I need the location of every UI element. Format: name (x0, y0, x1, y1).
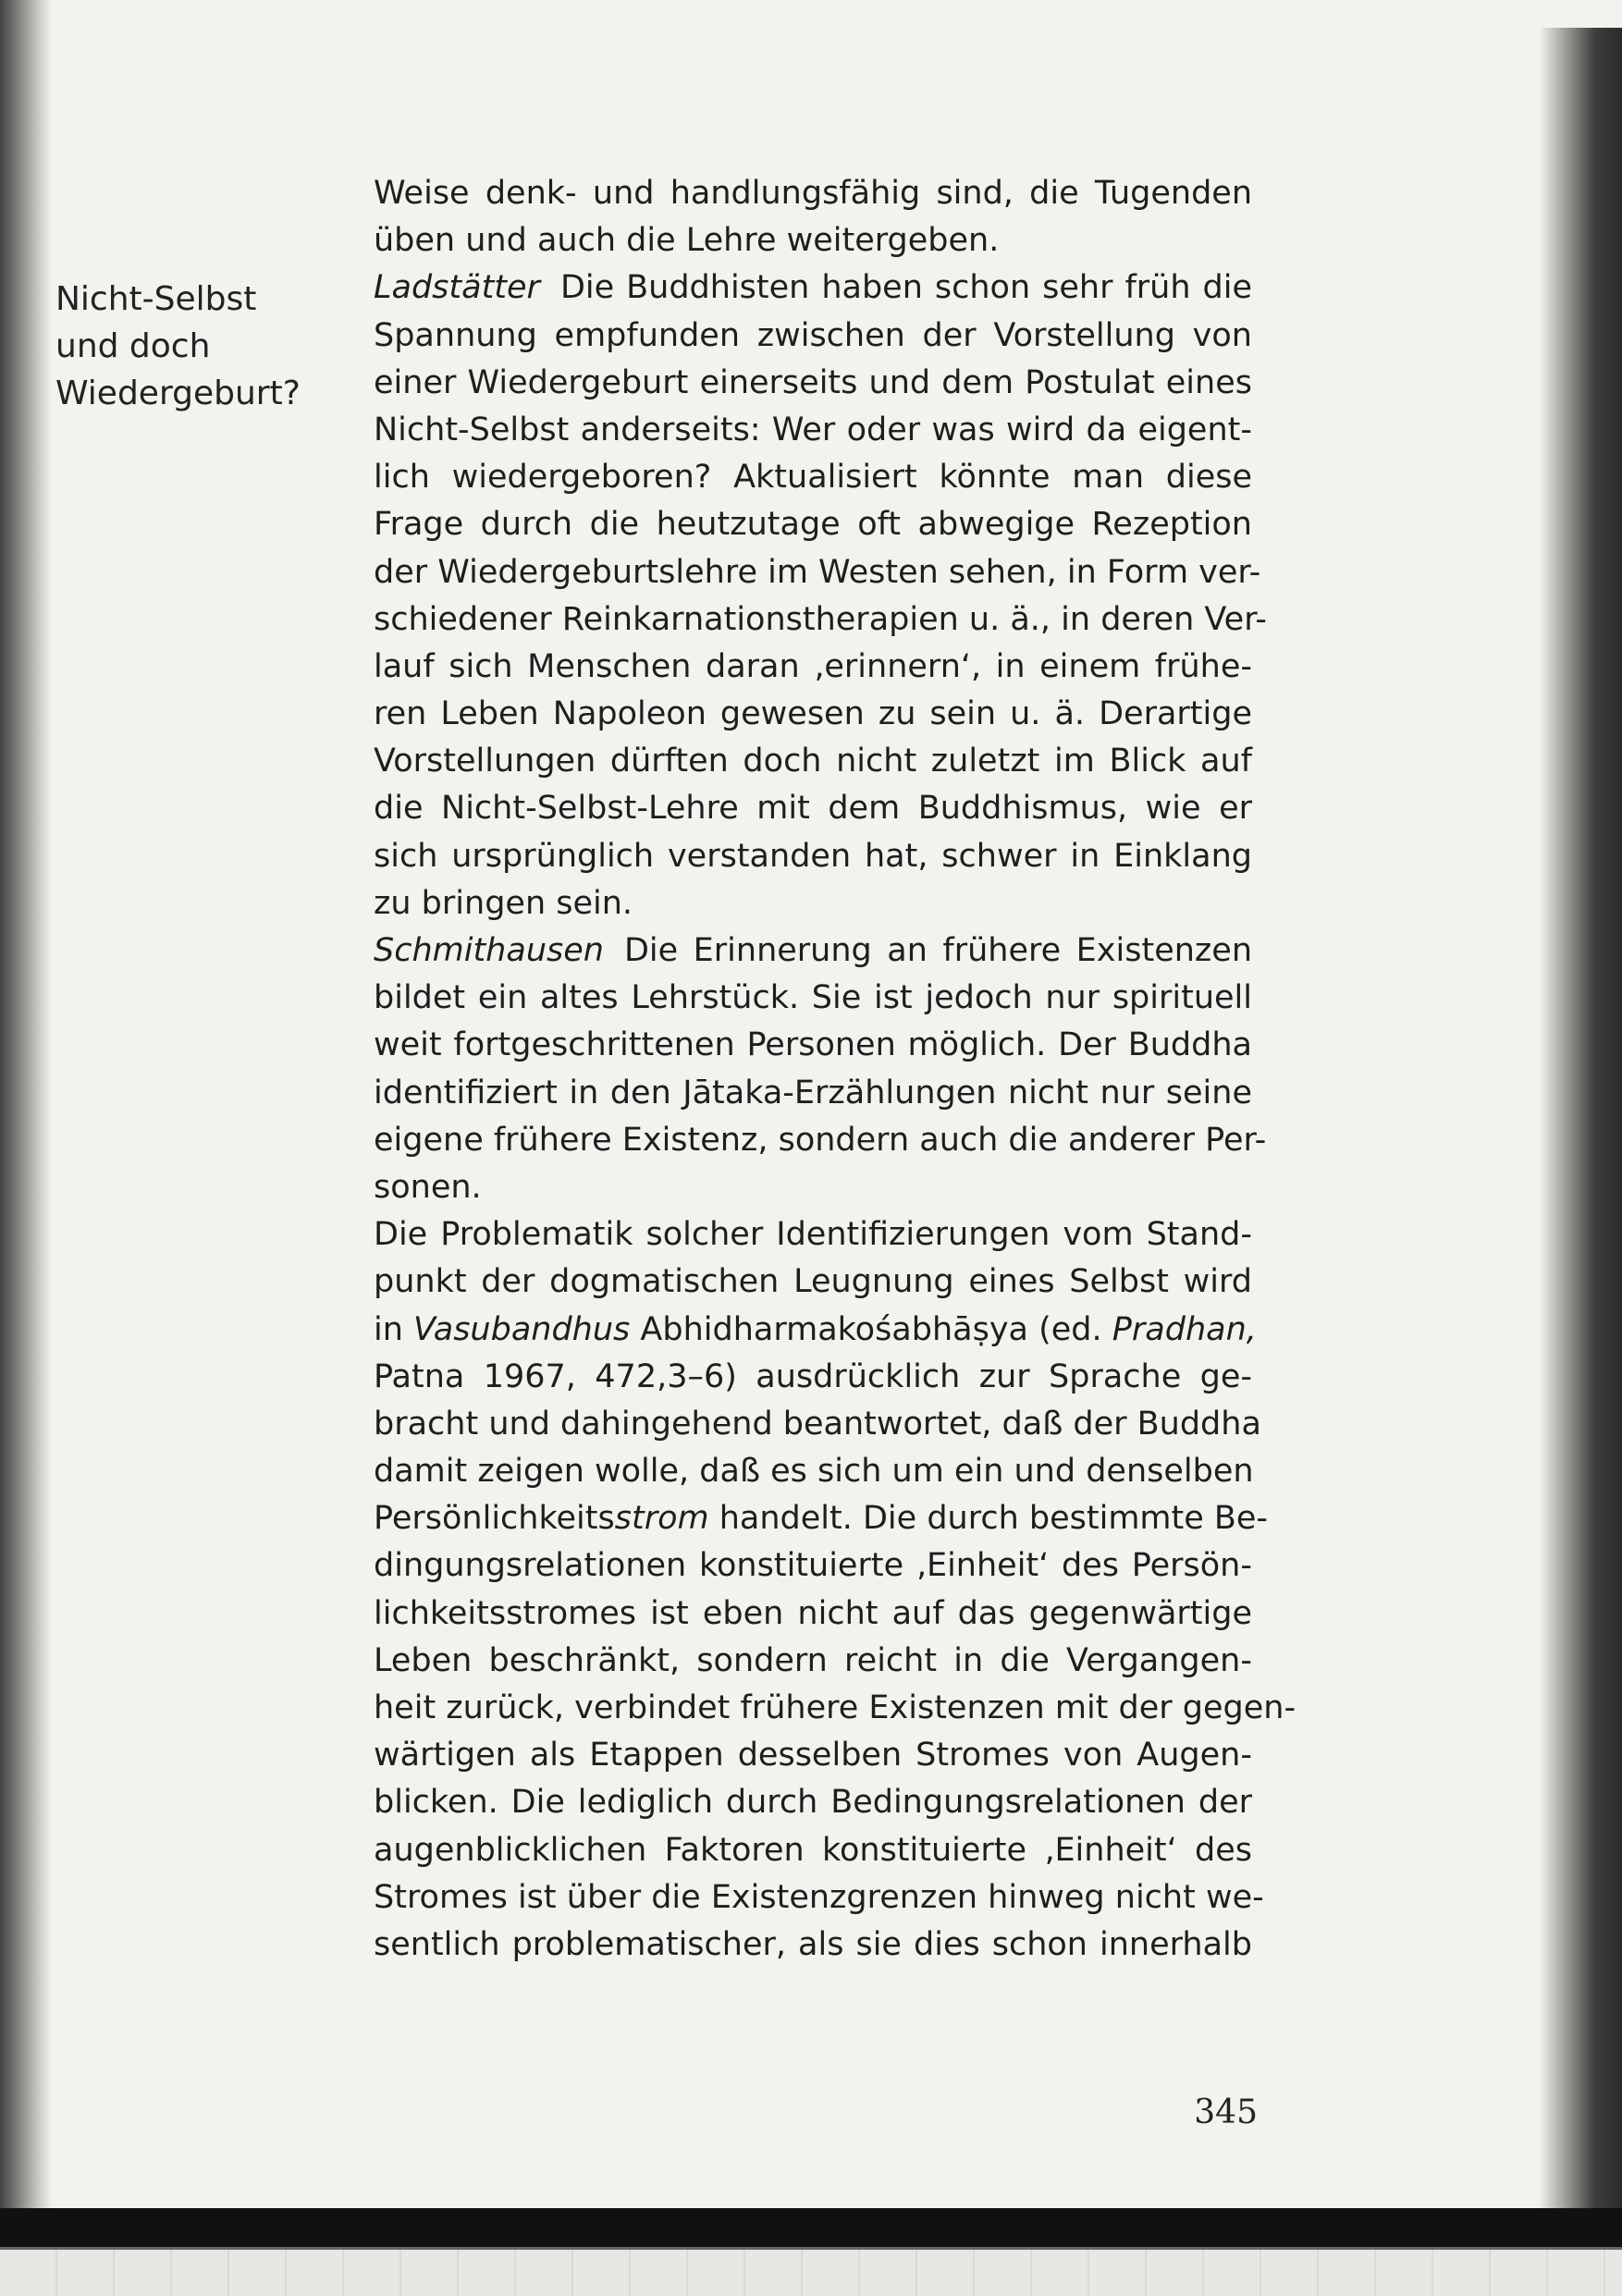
scan-bottom-strip (0, 2247, 1622, 2296)
scan-gutter-left (0, 0, 52, 2293)
text-line: üben und auch die Lehre weitergeben. (374, 222, 1000, 260)
text-line: lichkeitsstromes ist eben nicht auf das gegenwärtige (374, 1594, 1252, 1632)
text-line: weit fortgeschrittenen Personen möglich. Der Buddha (374, 1026, 1252, 1064)
text-line: Persönlichkeitsstrom handelt. Die durch bestimmte Be- (374, 1500, 1269, 1538)
text-line: dingungsrelationen konstituierte ‚Einheit‘ des Persön- (374, 1547, 1252, 1585)
text-line: einer Wiedergeburt einerseits und dem Postulat eines (374, 363, 1252, 401)
text-line: damit zeigen wolle, daß es sich um ein und denselben (374, 1453, 1254, 1491)
text-line: Weise denk- und handlungsfähig sind, die Tugenden (374, 175, 1252, 212)
text-line: eigene frühere Existenz, sondern auch die anderer Per- (374, 1121, 1267, 1159)
text-line: Vorstellungen dürften doch nicht zuletzt im Blick auf (374, 743, 1252, 780)
text-line: der Wiedergeburtslehre im Westen sehen, in Form ver- (374, 553, 1261, 591)
text-line: Spannung empfunden zwischen der Vorstellung von (374, 316, 1252, 354)
text-line: blicken. Die lediglich durch Bedingungsrelationen der (374, 1784, 1252, 1822)
text-line: wärtigen als Etappen desselben Stromes von Augen- (374, 1737, 1252, 1774)
text-line: augenblicklichen Faktoren konstituierte ‚Einheit‘ des (374, 1831, 1252, 1869)
text-line: Frage durch die heutzutage oft abwegige Rezeption (374, 506, 1252, 544)
text-line: sentlich problematischer, als sie dies schon innerhalb (374, 1925, 1252, 1963)
text-line: lauf sich Menschen daran ‚erinnern‘, in einem frühe- (374, 647, 1252, 685)
text-line: identifiziert in den Jātaka-Erzählungen nicht nur seine (374, 1074, 1252, 1111)
text-line: ren Leben Napoleon gewesen zu sein u. ä. Derartige (374, 695, 1252, 733)
emphasis: Vasubandhus (413, 1310, 631, 1348)
text-line: die Nicht-Selbst-Lehre mit dem Buddhismus, wie er (374, 790, 1252, 828)
marginal-note (55, 276, 324, 417)
text-line: bracht und dahingehend beantwortet, daß der Buddha (374, 1405, 1261, 1443)
marginal-note-line: Wiedergeburt? (55, 374, 301, 412)
scan-gutter-right (1539, 28, 1622, 2228)
body-text (374, 170, 1296, 1969)
text-line: Stromes ist über die Existenzgrenzen hinweg nicht we- (374, 1878, 1264, 1916)
emphasis: strom (614, 1500, 709, 1538)
text-line: lich wiedergeboren? Aktualisiert könnte man diese (374, 459, 1252, 497)
speaker-name: Schmithausen (374, 932, 604, 969)
text-line: Ladstätter Die Buddhisten haben schon sehr früh die (374, 269, 1252, 307)
scan-bottom-band (0, 2208, 1622, 2247)
text-line: Die Problematik solcher Identifizierungen vom Stand- (374, 1216, 1252, 1254)
speaker-name: Ladstätter (374, 269, 540, 307)
page-number: 345 (1194, 2093, 1258, 2131)
text-line: Patna 1967, 472,3–6) ausdrücklich zur Sprache ge- (374, 1357, 1252, 1395)
emphasis: Pradhan, (1112, 1310, 1257, 1348)
text-line: in Vasubandhus Abhidharmakośabhāṣya (ed. Pradhan, (374, 1310, 1257, 1348)
text-line: Leben beschränkt, sondern reicht in die Vergangen- (374, 1641, 1252, 1679)
text-line: zu bringen sein. (374, 884, 633, 922)
text-line: sonen. (374, 1168, 482, 1206)
text-line: punkt der dogmatischen Leugnung eines Selbst wird (374, 1263, 1252, 1301)
text-line: schiedener Reinkarnationstherapien u. ä., in deren Ver- (374, 600, 1267, 638)
text-line: sich ursprünglich verstanden hat, schwer in Einklang (374, 837, 1252, 875)
text-line: Schmithausen Die Erinnerung an frühere Existenzen (374, 932, 1252, 969)
text-line: heit zurück, verbindet frühere Existenzen mit der gegen- (374, 1689, 1296, 1726)
text-line: bildet ein altes Lehrstück. Sie ist jedoch nur spirituell (374, 979, 1252, 1017)
text-line: Nicht-Selbst anderseits: Wer oder was wird da eigent- (374, 411, 1252, 448)
marginal-note-line: Nicht-Selbst (55, 280, 257, 318)
marginal-note-line: und doch (55, 327, 211, 365)
